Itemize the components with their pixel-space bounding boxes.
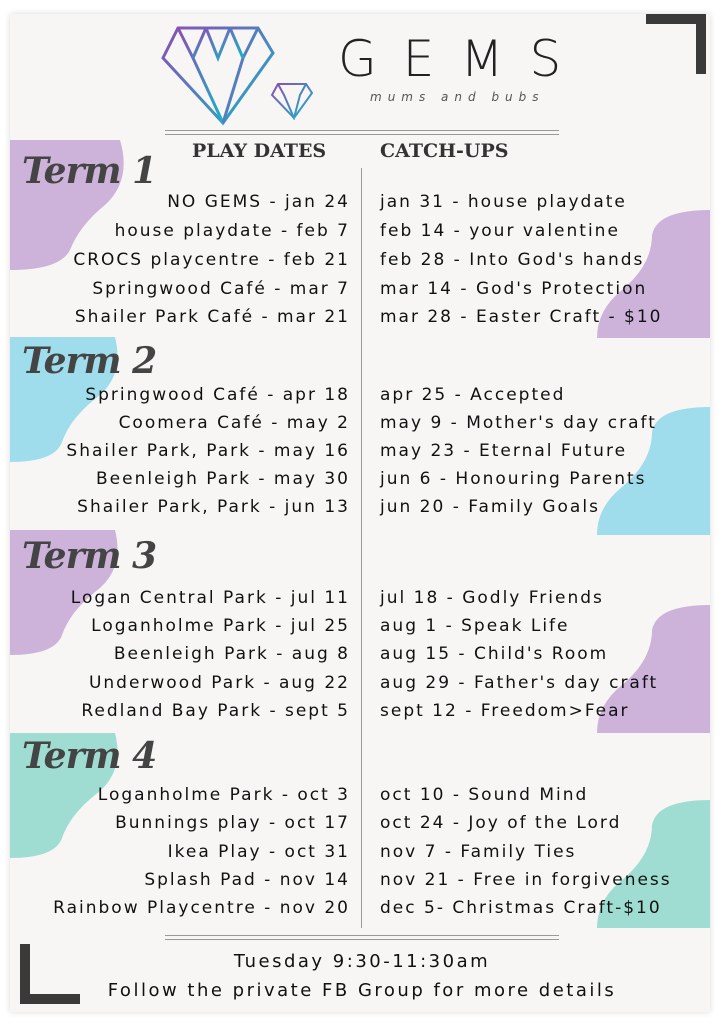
play-date-item: Springwood Café - mar 7 [92, 279, 350, 299]
facebook-group-note: Follow the private FB Group for more details [107, 980, 617, 1001]
catch-up-item: feb 28 - Into God's hands [380, 250, 645, 270]
brand-name: GEMS [338, 30, 588, 88]
catch-up-item: jan 31 - house playdate [380, 192, 627, 212]
play-date-item: Redland Bay Park - sept 5 [81, 701, 350, 721]
term-3-title: Term 3 [22, 535, 157, 577]
play-date-item: Loganholme Park - jul 25 [91, 616, 350, 636]
catch-ups-header: CATCH-UPS [380, 140, 509, 162]
catch-up-item: sept 12 - Freedom>Fear [380, 701, 630, 721]
play-date-item: Ikea Play - oct 31 [167, 842, 350, 862]
play-date-item: Shailer Park, Park - jun 13 [77, 497, 350, 517]
catch-up-item: jul 18 - Godly Friends [380, 588, 604, 608]
catch-up-item: oct 10 - Sound Mind [380, 785, 589, 805]
bottom-divider-line [165, 935, 559, 940]
top-divider-line [165, 130, 559, 135]
catch-up-item: aug 15 - Child's Room [380, 644, 609, 664]
play-date-item: Shailer Park Café - mar 21 [74, 307, 350, 327]
play-date-item: Rainbow Playcentre - nov 20 [53, 898, 350, 918]
play-date-item: Loganholme Park - oct 3 [97, 785, 350, 805]
catch-up-item: may 9 - Mother's day craft [380, 413, 657, 433]
catch-up-item: dec 5- Christmas Craft-$10 [380, 898, 662, 918]
play-date-item: Beenleigh Park - aug 8 [113, 644, 350, 664]
catch-up-item: mar 28 - Easter Craft - $10 [380, 307, 663, 327]
catch-up-item: aug 1 - Speak Life [380, 616, 570, 636]
catch-up-item: may 23 - Eternal Future [380, 441, 628, 461]
play-date-item: house playdate - feb 7 [114, 221, 350, 241]
small-gem-logo-icon [270, 80, 314, 120]
catch-up-item: nov 7 - Family Ties [380, 842, 577, 862]
catch-up-item: jun 20 - Family Goals [380, 497, 600, 517]
catch-up-item: mar 14 - God's Protection [380, 279, 648, 299]
play-date-item: NO GEMS - jan 24 [167, 192, 350, 212]
large-gem-logo-icon [158, 18, 278, 128]
term-4-title: Term 4 [22, 735, 157, 777]
term-1-title: Term 1 [22, 150, 157, 192]
play-date-item: Logan Central Park - jul 11 [70, 588, 350, 608]
catch-up-item: oct 24 - Joy of the Lord [380, 813, 622, 833]
play-date-item: Bunnings play - oct 17 [115, 813, 350, 833]
brand-subtitle: mums and bubs [370, 90, 545, 104]
term-2-title: Term 2 [22, 340, 157, 382]
play-date-item: Coomera Café - may 2 [118, 413, 350, 433]
play-date-item: Springwood Café - apr 18 [85, 385, 350, 405]
play-date-item: CROCS playcentre - feb 21 [73, 250, 350, 270]
catch-up-item: aug 29 - Father's day craft [380, 673, 659, 693]
catch-up-item: apr 25 - Accepted [380, 385, 566, 405]
play-dates-header: PLAY DATES [192, 140, 327, 162]
top-right-corner-bracket [646, 14, 706, 74]
catch-up-item: jun 6 - Honouring Parents [380, 469, 647, 489]
catch-up-item: feb 14 - your valentine [380, 221, 620, 241]
meeting-time: Tuesday 9:30-11:30am [233, 951, 491, 972]
play-date-item: Shailer Park, Park - may 16 [66, 441, 350, 461]
play-date-item: Underwood Park - aug 22 [88, 673, 350, 693]
play-date-item: Beenleigh Park - may 30 [96, 469, 350, 489]
play-date-item: Splash Pad - nov 14 [144, 870, 350, 890]
column-divider [361, 168, 362, 928]
catch-up-item: nov 21 - Free in forgiveness [380, 870, 672, 890]
